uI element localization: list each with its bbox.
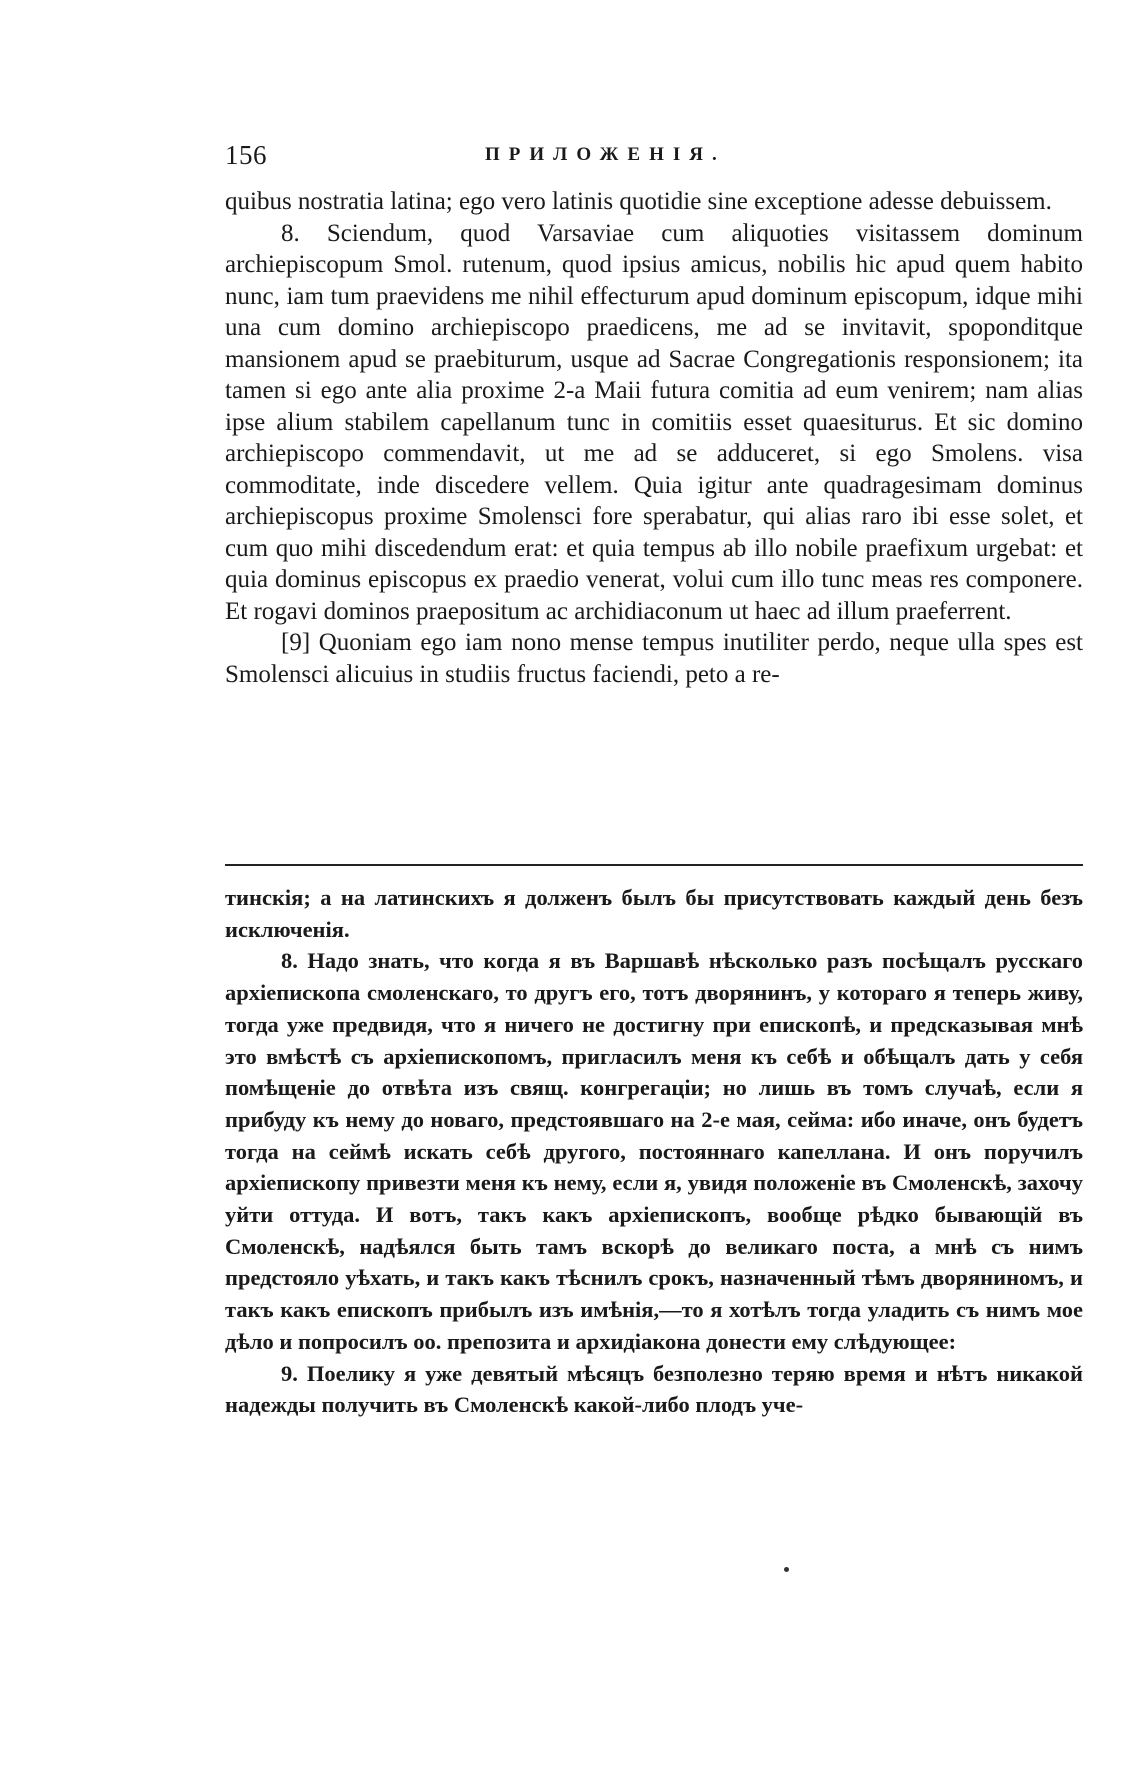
russian-continuation-paragraph: тинскія; а на латинскихъ я долженъ былъ бы присутствовать каждый день безъ исключенія. [225, 885, 1083, 942]
running-head: ПРИЛОЖЕНІЯ. [485, 144, 726, 165]
latin-paragraph-8: 8. Sciendum, quod Varsaviae cum aliquoties visitassem dominum archiepiscopum Smol. rutenum, quod ipsius amicus, nobilis hic apud quem habito nunc, iam tum praevidens me nihil effecturum apud dominum episcopum, idque mihi una cum domino archiepiscopo praedicens, me ad se invitavit, spoponditque mansionem apud se praebiturum, usque ad Sacrae Congregationis responsionem; ita tamen si ego ante alia proxime 2-a Maii futura comitia ad eum venirem; nam alias ipse alium stabilem capellanum tunc in comitiis esset quaesiturus. Et sic domino archiepiscopo commendavit, ut me ad se adduceret, si ego Smolens. visa commoditate, inde discedere vellem. Quia igitur ante quadragesimam dominus archiepiscopus proxime Smolensci fore sperabatur, qui alias raro ibi esse solet, et cum quo mihi discedendum erat: et quia tempus ab illo nobile praefixum urgebat: et quia dominus episcopus ex praedio venerat, volui cum illo tunc meas res componere. Et rogavi dominos praepositum ac archidiaconum ut haec ad illum praeferrent. [225, 219, 1083, 625]
page-number: 156 [225, 140, 267, 170]
page-header [225, 140, 1080, 176]
russian-paragraph-9: 9. Поелику я уже девятый мѣсяцъ безполезно теряю время и нѣтъ никакой надежды получить въ Смоленскѣ какой-либо плодъ уче- [225, 1360, 1083, 1418]
latin-text-block [225, 186, 1083, 690]
latin-paragraph-9: [9] Quoniam ego iam nono mense tempus inutiliter perdo, neque ulla spes est Smolensci alicuius in studiis fructus faciendi, peto a re- [225, 629, 1083, 688]
russian-translation-block [225, 882, 1083, 1421]
footnote-divider [225, 864, 1083, 866]
latin-continuation-paragraph: quibus nostratia latina; ego vero latinis quotidie sine exceptione adesse debuissem. [225, 188, 1052, 215]
ink-speck [784, 1567, 789, 1572]
russian-paragraph-8: 8. Надо знать, что когда я въ Варшавѣ нѣсколько разъ посѣщалъ русскаго архіепископа смоленскаго, то другъ его, тотъ дворянинъ, у котораго я теперь живу, тогда уже предвидя, что я ничего не достигну при епископѣ, и предсказывая мнѣ это вмѣстѣ съ архіепископомъ, пригласилъ меня къ себѣ и обѣщалъ дать у себя помѣщеніе до отвѣта изъ свящ. конгрегаціи; но лишь въ томъ случаѣ, если я прибуду къ нему до новаго, предстоявшаго на 2-е мая, сейма: ибо иначе, онъ будетъ тогда на сеймѣ искать себѣ другого, постояннаго капеллана. И онъ поручилъ архіепископу привезти меня къ нему, если я, увидя положеніе въ Смоленскѣ, захочу уйти оттуда. И вотъ, такъ какъ архіепископъ, вообще рѣдко бывающій въ Смоленскѣ, надѣялся быть тамъ вскорѣ до великаго поста, а мнѣ съ нимъ предстояло уѣхать, и такъ какъ тѣснилъ срокъ, назначенный тѣмъ дворяниномъ, и такъ какъ епископъ прибылъ изъ имѣнія,—то я хотѣлъ тогда уладить съ нимъ мое дѣло и попросилъ оо. препозита и архидіакона донести ему слѣдующее: [225, 948, 1083, 1354]
